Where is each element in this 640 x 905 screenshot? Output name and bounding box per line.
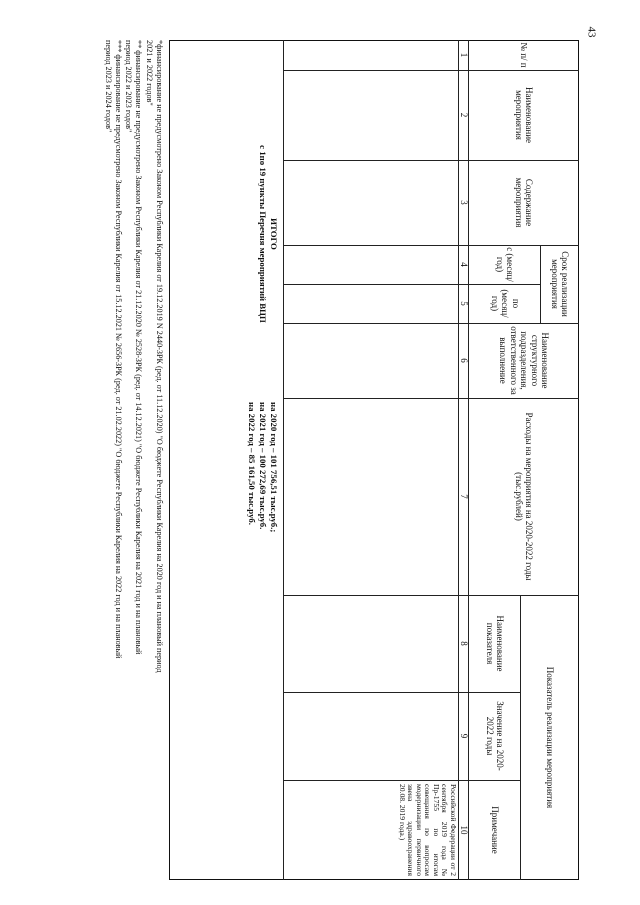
header-responsible-unit: Наименование структурного подразделения, ответственного за выполнение bbox=[498, 326, 550, 395]
header-indicator-name: Наименование показателя bbox=[485, 615, 506, 672]
page-number: 43 bbox=[585, 26, 598, 38]
column-number: 8 bbox=[459, 641, 470, 646]
row-line bbox=[283, 40, 284, 880]
rotated-page bbox=[34, 30, 579, 880]
total-2022: на 2022 год – 85 161,50 тыс.руб. bbox=[247, 402, 258, 525]
header-remark: Примечание bbox=[490, 806, 501, 854]
column-number: 9 bbox=[459, 733, 470, 739]
footnote-3: *** финансирование не предусмотрено Законом Республики Карелия от 15.12.2021 № 2656-ЗРК (ред. от 21.02.2022) "О бюджете Республики Карелия на 2022 год и на плановый bbox=[114, 40, 123, 659]
column-number: 3 bbox=[459, 200, 470, 205]
column-number: 10 bbox=[459, 825, 470, 835]
footnote-1-cont: 2021 и 2022 годов" bbox=[144, 40, 154, 106]
footnotes bbox=[103, 40, 165, 870]
header-term-to: по (месяц/ год) bbox=[489, 289, 521, 318]
header-num: № п/ п bbox=[519, 42, 530, 68]
footnote-2: ** финансирование не предусмотрено Законом Республики Карелия от 21.12.2020 № 2528-ЗРК (ред. от 14.12.2021) "О бюджете Республики Карелия на 2021 год и на плановый bbox=[134, 40, 144, 655]
header-event-content: Содержание мероприятия bbox=[514, 177, 535, 228]
total-2020: на 2020 год – 101 756,51 тыс.руб.; bbox=[269, 402, 279, 533]
column-number: 6 bbox=[459, 358, 470, 363]
column-number: 5 bbox=[459, 301, 470, 306]
total-title: ИТОГО bbox=[269, 218, 279, 250]
header-indicator-group: Показатель реализации мероприятия bbox=[545, 666, 556, 809]
column-number: 4 bbox=[459, 262, 470, 267]
total-2021: на 2021 год – 100 272,69 тыс.руб. bbox=[258, 402, 269, 530]
column-number: 7 bbox=[459, 494, 470, 499]
header-term-from: с (месяц/ год) bbox=[495, 247, 516, 282]
footnote-2-cont: период 2022 и 2023 годов" bbox=[124, 40, 134, 133]
total-amounts bbox=[246, 402, 279, 592]
total-label bbox=[256, 70, 279, 398]
header-event-name: Наименование мероприятия bbox=[514, 86, 535, 144]
row-remark-text: Российской Федерации от 2 сентября 2019 года № Пр-1755 по итогам совещания по вопросам модернизации первичного звена здравоохранения 20.08. 2019 года.) bbox=[398, 784, 458, 876]
column-number: 1 bbox=[459, 52, 470, 58]
header-term-group: Срок реализации мероприятия bbox=[550, 251, 571, 317]
column-number: 2 bbox=[459, 112, 470, 118]
footnote-3-cont: период 2023 и 2024 годов" bbox=[103, 40, 113, 133]
total-subtitle: с 1по 19 пункты Перечня мероприятий ВЦП bbox=[257, 145, 268, 323]
header-expenses: Расходы на мероприятия на 2020-2022 годы (тыс.рублей) bbox=[514, 412, 535, 581]
footnote-1: *финансирование не предусмотрено Законом Республики Карелия от 19.12.2019 N 2440-ЗРК (ред. от 11.12.2020) "О бюджете Республики Карелия на 2020 год и на плановый период bbox=[155, 40, 164, 673]
header-indicator-value: Значение на 2020-2022 годы bbox=[485, 701, 506, 771]
